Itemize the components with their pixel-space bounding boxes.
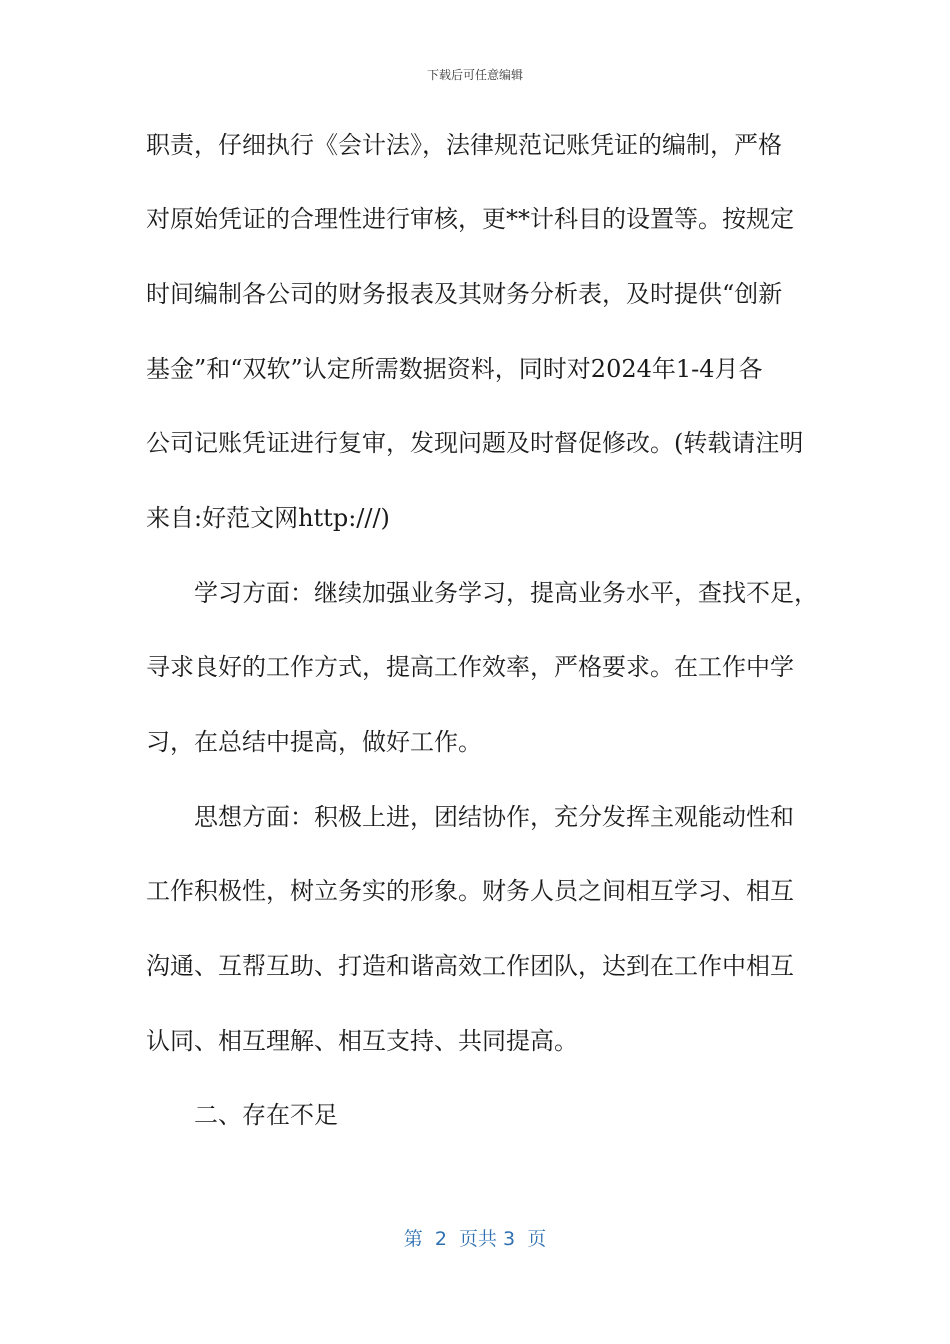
paragraph-line: 学习方面：继续加强业务学习，提高业务水平，查找不足， (194, 579, 818, 607)
paragraph-line: 习，在总结中提高，做好工作。 (146, 728, 482, 756)
paragraph-line: 沟通、互帮互助、打造和谐高效工作团队，达到在工作中相互 (146, 952, 794, 980)
paragraph-line: 认同、相互理解、相互支持、共同提高。 (146, 1027, 578, 1055)
paragraph-line: 公司记账凭证进行复审，发现问题及时督促修改。(转载请注明 (146, 429, 804, 457)
paragraph-line: 思想方面：积极上进，团结协作，充分发挥主观能动性和 (194, 803, 794, 831)
paragraph-line: 寻求良好的工作方式，提高工作效率，严格要求。在工作中学 (146, 653, 794, 681)
paragraph-line: 时间编制各公司的财务报表及其财务分析表，及时提供“创新 (146, 280, 783, 308)
paragraph-line: 职责，仔细执行《会计法》，法律规范记账凭证的编制，严格 (146, 131, 782, 159)
page-header-note: 下载后可任意编辑 (426, 68, 523, 82)
section-heading: 二、存在不足 (194, 1101, 338, 1129)
page-number: 第 2 页共 3 页 (403, 1228, 547, 1250)
paragraph-line: 工作积极性，树立务实的形象。财务人员之间相互学习、相互 (146, 877, 794, 905)
paragraph-line: 基金”和“双软”认定所需数据资料，同时对2024年1-4月各 (146, 355, 763, 383)
paragraph-line: 对原始凭证的合理性进行审核，更**计科目的设置等。按规定 (146, 205, 794, 233)
paragraph-line: 来自:好范文网http:///) (146, 504, 390, 532)
